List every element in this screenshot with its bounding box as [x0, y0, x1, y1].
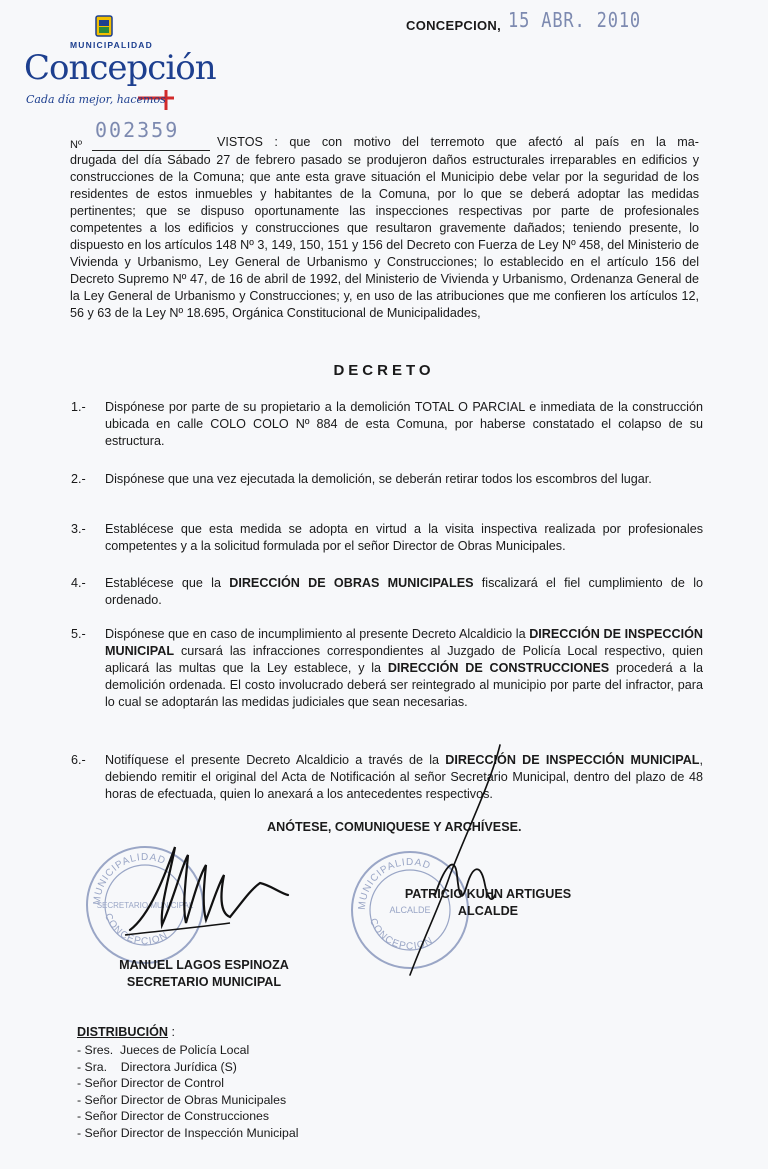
document-number-underline [92, 150, 210, 151]
secretary-name: MANUEL LAGOS ESPINOZA [119, 958, 289, 972]
distribution-list [77, 1042, 298, 1142]
item-number: 2.- [71, 472, 86, 486]
text-run: Dispónese que en caso de incumplimiento al presente Decreto Alcaldicio la [105, 627, 530, 641]
seal-outer-text: MUNICIPALIDAD [356, 856, 433, 911]
mayor-signature-block [388, 886, 588, 920]
distribution-colon: : [167, 1025, 175, 1039]
secretary-signature-block [104, 957, 304, 991]
secretary-title: SECRETARIO MUNICIPAL [126, 975, 282, 989]
text-run: Dispónese que una vez ejecutada la demolición, se deberán retirar todos los escombros del lugar. [105, 472, 652, 486]
closing-formula: ANÓTESE, COMUNIQUESE Y ARCHÍVESE. [267, 820, 522, 834]
bold-run: DIRECCIÓN DE INSPECCIÓN MUNICIPAL [445, 753, 700, 767]
decree-item-2 [105, 471, 703, 488]
item-number: 5.- [71, 627, 86, 641]
decree-item-4 [105, 575, 703, 609]
text-run: procederá a la demolición ordenada. El costo involucrado deberá ser reintegrado al municipio por parte del infractor, para lo cual se adoptarán las medidas judiciales que sean necesarias. [105, 661, 703, 709]
document-number-label: Nº [70, 139, 82, 151]
distribution-heading [77, 1025, 175, 1039]
logo-tagline: Cada día mejor, hacemos [26, 93, 166, 106]
bold-run: DIRECCIÓN DE INSPECCIÓN MUNICIPAL [105, 627, 703, 658]
text-run: Dispónese por parte de su propietario a la demolición TOTAL O PARCIAL e inmediata de la construcción ubicada en calle COLO COLO Nº 884 de esta Comuna, por haberse constatado el colapso de su estructura. [105, 400, 703, 448]
list-item: - Sres. Jueces de Policía Local [77, 1043, 250, 1057]
mayor-signature-icon [395, 745, 495, 985]
text-run: Establécese que esta medida se adopta en virtud a la visita inspectiva realizada por profesionales competentes y a la solicitud formulada por el señor Director de Obras Municipales. [105, 522, 703, 553]
list-item: - Señor Director de Obras Municipales [77, 1092, 287, 1107]
seal-bottom-text: CONCEPCION [367, 916, 436, 953]
seal-inner-text: SECRETARIO MUNICIPAL [96, 901, 194, 910]
city-date-label: CONCEPCION, [406, 18, 502, 33]
text-run: cursará las infracciones correspondientes al Juzgado de Policía Local respectivo, quien aplicará las multas que la Ley establece, y la [105, 644, 703, 675]
seal-inner-text: ALCALDE [389, 905, 431, 915]
decree-item-1 [105, 399, 703, 450]
item-number: 1.- [71, 400, 86, 414]
distribution-title: DISTRIBUCIÓN [77, 1025, 168, 1039]
bold-run: DIRECCIÓN DE CONSTRUCCIONES [387, 661, 610, 675]
seal-bottom-text: CONCEPCION [102, 911, 171, 948]
mayor-title: ALCALDE [457, 904, 519, 918]
document-number-stamp: 002359 [95, 118, 180, 142]
logo-brand-text: Concepción [24, 48, 216, 88]
item-number: 6.- [71, 753, 86, 767]
vistos-first-line: VISTOS : que con motivo del terremoto que afectó al país en la ma- [217, 135, 699, 149]
vistos-paragraph: drugada del día Sábado 27 de febrero pasado se produjeron daños estructurales irreparables en edificios y construcciones de la Comuna; que ante esta grave situación el Municipio debe velar por la seguridad de los residentes de estos inmuebles y habitantes de la Comuna, por lo que se deberá adoptar las medidas pertinentes; que se dispuso oportunamente las inspecciones respectivas por parte de profesionales competentes a los edificios y construcciones que resultaron gravemente dañados; teniendo presente, lo dispuesto en los artículos 148 Nº 3, 149, 150, 151 y 156 del Decreto con Fuerza de Ley Nº 458, del Ministerio de Vivienda y Urbanismo, Ley General de Urbanismo y Construcciones; lo establecido en el artículo 156 del Decreto Supremo Nº 47, de 16 de abril de 1992, del Ministerio de Vivienda y Urbanismo, Ordenanza General de la Ley General de Urbanismo y Construcciones; y, en uso de las atribuciones que me confieren los artículos 12, 56 y 63 de la Ley Nº 18.695, Orgánica Constitucional de Municipalidades, [70, 153, 699, 320]
list-item: - Señor Director de Construcciones [77, 1109, 270, 1124]
bold-run: DIRECCIÓN DE OBRAS MUNICIPALES [229, 576, 474, 590]
mayor-name: PATRICIO KUHN ARTIGUES [404, 887, 572, 901]
text-run: , debiendo remitir el original del Acta de Notificación al señor Secretario Municipal, dentro del plazo de 48 horas de efectuada, quien lo anexará a los antecedentes respectivos. [105, 753, 704, 801]
item-number: 4.- [71, 576, 86, 590]
text-run: Notifíquese el presente Decreto Alcaldicio a través de la [105, 753, 446, 767]
decree-item-3 [105, 521, 703, 555]
decree-item-5 [105, 626, 703, 711]
seal-outer-text: MUNICIPALIDAD [91, 851, 168, 906]
item-number: 3.- [71, 522, 86, 536]
date-stamp: 15 ABR. 2010 [508, 8, 642, 32]
list-item: - Señor Director de Control [77, 1076, 224, 1091]
text-run: Establécese que la [105, 576, 230, 590]
text-run: fiscalizará el fiel cumplimiento de lo ordenado. [105, 576, 704, 607]
secretary-signature-icon [120, 835, 290, 945]
logo-municipalidad-text: MUNICIPALIDAD [70, 40, 153, 50]
list-item: - Señor Director de Inspección Municipal [77, 1125, 299, 1140]
decreto-title: DECRETO [333, 362, 435, 379]
list-item: - Sra. Directora Jurídica (S) [77, 1059, 237, 1074]
